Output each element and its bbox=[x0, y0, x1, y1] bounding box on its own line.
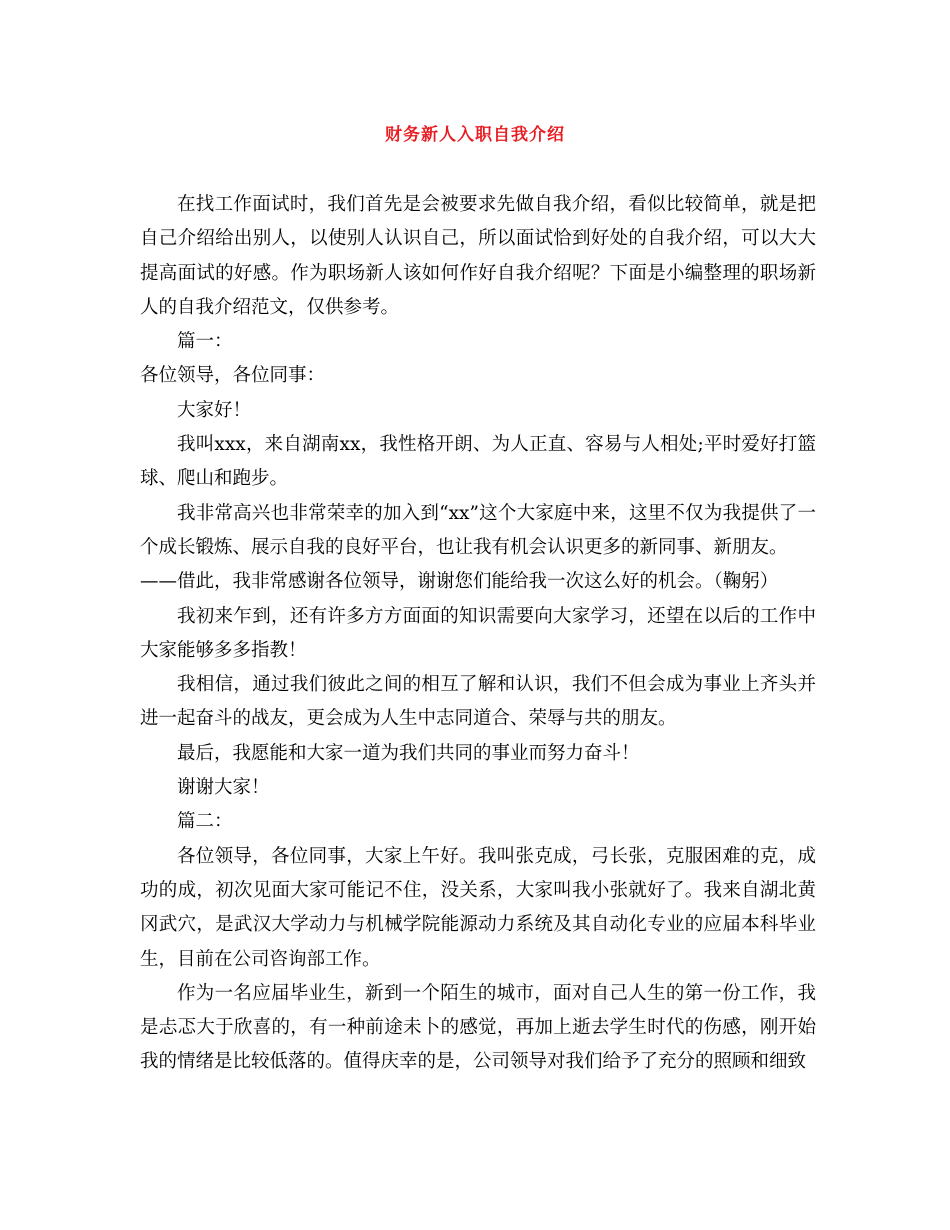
section-heading-1: 篇一： bbox=[177, 331, 233, 353]
paragraph-greeting: 大家好！ bbox=[177, 399, 252, 421]
paragraph-thank-all: 谢谢大家！ bbox=[177, 777, 270, 799]
document-title: 财务新人入职自我介绍 bbox=[385, 125, 565, 145]
paragraph-self-intro: 我叫xxx，来自湖南xx，我性格开朗、为人正直、容易与人相处;平时爱好打篮球、爬山和跑步。 bbox=[140, 434, 816, 490]
paragraph-closing: 最后，我愿能和大家一道为我们共同的事业而努力奋斗！ bbox=[177, 742, 640, 764]
paragraph-belief: 我相信，通过我们彼此之间的相互了解和认识，我们不但会成为事业上齐头并进一起奋斗的战友，更会成为人生中志同道合、荣辱与共的朋友。 bbox=[140, 674, 816, 730]
paragraph-thanks-bow: ——借此，我非常感谢各位领导，谢谢您们能给我一次这么好的机会。（鞠躬） bbox=[140, 571, 779, 593]
paragraph-graduate: 作为一名应届毕业生，新到一个陌生的城市，面对自己人生的第一份工作，我是忐忑大于欣喜的，有一种前途未卜的感觉，再加上逝去学生时代的伤感，刚开始我的情绪是比较低落的。值得庆幸的是，公司领导对我们给予了充分的照顾和细致 bbox=[140, 982, 816, 1073]
paragraph-learning: 我初来乍到，还有许多方方面面的知识需要向大家学习，还望在以后的工作中大家能够多多指教！ bbox=[140, 605, 816, 661]
paragraph-joining: 我非常高兴也非常荣幸的加入到“xx”这个大家庭中来，这里不仅为我提供了一个成长锻炼、展示自我的良好平台，也让我有机会认识更多的新同事、新朋友。 bbox=[140, 502, 816, 558]
document-body bbox=[140, 188, 816, 1080]
paragraph-zhang-intro: 各位领导，各位同事，大家上午好。我叫张克成，弓长张，克服困难的克，成功的成，初次见面大家可能记不住，没关系，大家叫我小张就好了。我来自湖北黄冈武穴，是武汉大学动力与机械学院能源动力系统及其自动化专业的应届本科毕业生，目前在公司咨询部工作。 bbox=[140, 845, 816, 970]
paragraph-salutation: 各位领导，各位同事： bbox=[140, 365, 326, 387]
paragraph-intro: 在找工作面试时，我们首先是会被要求先做自我介绍，看似比较简单，就是把自己介绍给出别人，以使别人认识自己，所以面试恰到好处的自我介绍，可以大大提高面试的好感。作为职场新人该如何作好自我介绍呢？下面是小编整理的职场新人的自我介绍范文，仅供参考。 bbox=[140, 194, 816, 318]
section-heading-2: 篇二： bbox=[177, 811, 233, 833]
